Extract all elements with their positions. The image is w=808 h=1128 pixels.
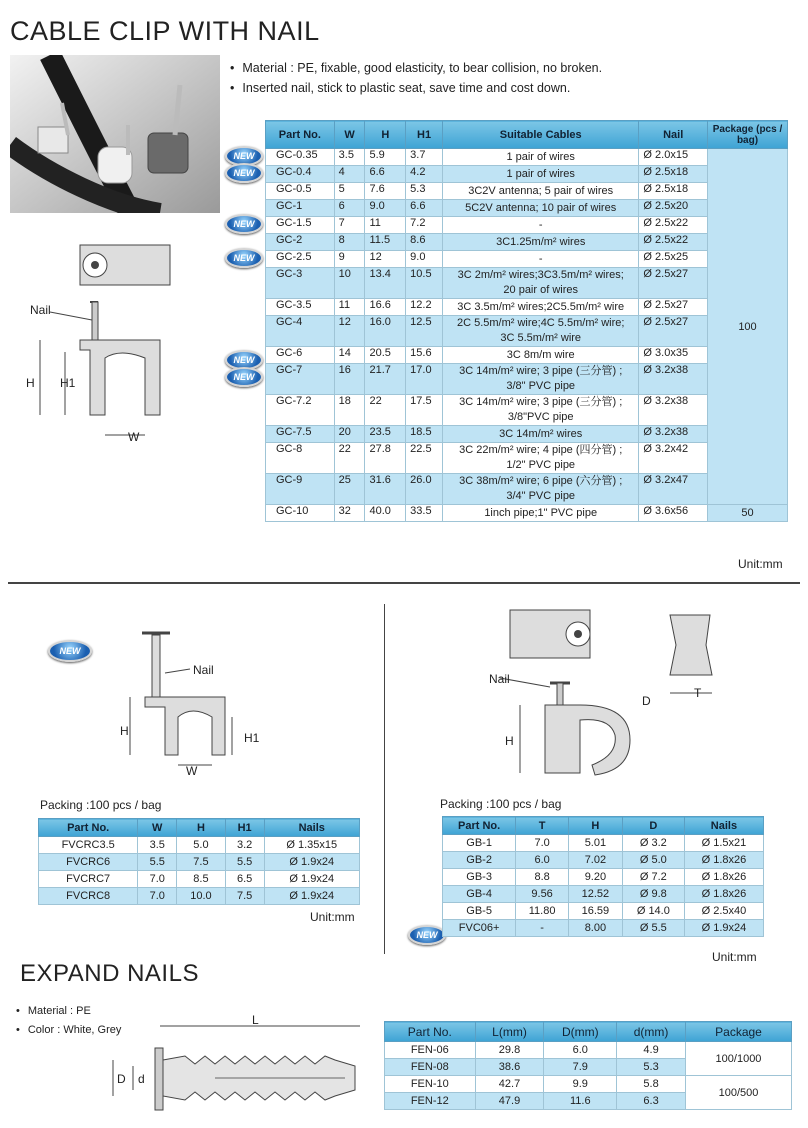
col-header: Package (pcs / bag): [708, 121, 788, 149]
cell: FVCRC6: [39, 854, 138, 871]
cell: Ø 2.0x15: [639, 149, 708, 166]
col-header: Nail: [639, 121, 708, 149]
cell: 8.5: [177, 871, 226, 888]
cable-text: 3C 5.5m/m² wire: [500, 332, 582, 344]
cable-text: 5C2V antenna; 10 pair of wires: [465, 201, 617, 214]
cell: 16.6: [365, 299, 406, 316]
cell: 27.8: [365, 443, 406, 474]
cell: 4.2: [406, 166, 443, 183]
cell: 12.5: [406, 316, 443, 347]
table-row: [39, 854, 360, 871]
cell: GC-1.5: [266, 217, 335, 234]
cell: 5.9: [365, 149, 406, 166]
cell: FEN-12: [385, 1093, 476, 1110]
cell: Ø 2.5x22: [639, 234, 708, 251]
cell: GB-3: [443, 869, 516, 886]
cell: 7.6: [365, 183, 406, 200]
new-badge: NEW: [225, 367, 263, 387]
cell: [442, 364, 638, 395]
col-header: W: [334, 121, 365, 149]
cell: [442, 149, 638, 166]
col-header: H: [177, 819, 226, 837]
gb-table: [442, 816, 764, 937]
cell: 10.0: [177, 888, 226, 905]
cell: 14: [334, 347, 365, 364]
cell: [442, 183, 638, 200]
label-nail: Nail: [489, 672, 510, 686]
table-row: [443, 920, 764, 937]
table-row: [266, 505, 788, 522]
cable-text: 3C2V antenna; 5 pair of wires: [468, 184, 614, 197]
cell: 22: [334, 443, 365, 474]
cell: 5.5: [225, 854, 264, 871]
label-D: D: [117, 1072, 126, 1086]
cell: 11: [334, 299, 365, 316]
cell: FVCRC3.5: [39, 837, 138, 854]
cell: FEN-10: [385, 1076, 476, 1093]
cell: 12: [365, 251, 406, 268]
cell: 12.2: [406, 299, 443, 316]
cell: 6.6: [406, 200, 443, 217]
cell: [442, 316, 638, 347]
cell: [442, 234, 638, 251]
cell: GC-0.5: [266, 183, 335, 200]
cable-text: 3C 14m/m² wire; 3 pipe (三分管) ;: [459, 365, 623, 377]
cell: GC-1: [266, 200, 335, 217]
expand-nail-diagram: [105, 1008, 370, 1118]
label-w: W: [186, 764, 198, 778]
col-header: Suitable Cables: [442, 121, 638, 149]
cell: 10.5: [406, 268, 443, 299]
cell: 25: [334, 474, 365, 505]
cell: Ø 3.0x35: [639, 347, 708, 364]
cell: [442, 299, 638, 316]
cell: Ø 5.5: [622, 920, 684, 937]
label-w: W: [128, 430, 140, 444]
cell: [442, 395, 638, 426]
cable-clip-features: [230, 58, 602, 98]
cell: [442, 347, 638, 364]
cell: 4: [334, 166, 365, 183]
col-header: Part No.: [443, 817, 516, 835]
cell: 20: [334, 426, 365, 443]
package-cell: 100/1000: [685, 1042, 791, 1076]
new-badge: NEW: [225, 214, 263, 234]
label-h: H: [26, 376, 35, 390]
cell: Ø 1.9x24: [684, 920, 763, 937]
cell: 7.5: [177, 854, 226, 871]
cable-text: 3C1.25m/m² wires: [496, 235, 586, 248]
cell: 15.6: [406, 347, 443, 364]
col-header: Package: [685, 1022, 791, 1042]
col-header: D(mm): [544, 1022, 617, 1042]
table-row: [443, 852, 764, 869]
cell: Ø 3.2x38: [639, 426, 708, 443]
cable-text: -: [538, 218, 543, 231]
cell: 18.5: [406, 426, 443, 443]
cell: GC-7: [266, 364, 335, 395]
table-row: [443, 869, 764, 886]
cell: 11.80: [516, 903, 569, 920]
cell: GC-3.5: [266, 299, 335, 316]
cell: Ø 5.0: [622, 852, 684, 869]
col-header: Nails: [684, 817, 763, 835]
cell: 13.4: [365, 268, 406, 299]
divider: [8, 582, 800, 584]
cell: Ø 14.0: [622, 903, 684, 920]
label-nail: Nail: [30, 303, 51, 317]
cell: [442, 268, 638, 299]
cell: 26.0: [406, 474, 443, 505]
packing-note: Packing :100 pcs / bag: [440, 797, 562, 811]
fvcrc-diagram: [120, 625, 260, 775]
cell: GC-0.35: [266, 149, 335, 166]
cell: Ø 2.5x20: [639, 200, 708, 217]
label-h: H: [505, 734, 514, 748]
cell: 16: [334, 364, 365, 395]
cell: 7.0: [138, 871, 177, 888]
cell: Ø 1.5x21: [684, 835, 763, 852]
cable-clip-diagram: [20, 240, 200, 460]
expand-nails-table: [384, 1021, 792, 1110]
unit-label: Unit:mm: [738, 557, 783, 571]
cell: GB-1: [443, 835, 516, 852]
table-row: [39, 837, 360, 854]
feature-item: • Inserted nail, stick to plastic seat, save time and cost down.: [230, 78, 602, 98]
cell: 32: [334, 505, 365, 522]
cell: 5.0: [177, 837, 226, 854]
cell: 5.5: [138, 854, 177, 871]
cell: 6.0: [516, 852, 569, 869]
cell: 47.9: [475, 1093, 544, 1110]
new-badge: NEW: [225, 146, 263, 166]
cell: 40.0: [365, 505, 406, 522]
cell: GC-3: [266, 268, 335, 299]
cell: 9.9: [544, 1076, 617, 1093]
label-nail: Nail: [193, 663, 214, 677]
cell: 11.6: [544, 1093, 617, 1110]
cell: 17.5: [406, 395, 443, 426]
cell: 7.02: [568, 852, 622, 869]
new-badge: NEW: [225, 350, 263, 370]
cell: Ø 2.5x27: [639, 299, 708, 316]
new-badge: NEW: [408, 925, 446, 945]
new-badge: NEW: [225, 163, 263, 183]
cell: [442, 505, 638, 522]
cell: 9.0: [406, 251, 443, 268]
col-header: T: [516, 817, 569, 835]
expand-nails-title: EXPAND NAILS: [20, 960, 199, 987]
cell: 33.5: [406, 505, 443, 522]
cell: 6.3: [617, 1093, 686, 1110]
cell: 22: [365, 395, 406, 426]
cell: [442, 217, 638, 234]
cell: 5: [334, 183, 365, 200]
cell: GC-8: [266, 443, 335, 474]
cell: FVC06+: [443, 920, 516, 937]
package-cell: 100/500: [685, 1076, 791, 1110]
cell: 8.6: [406, 234, 443, 251]
cell: 42.7: [475, 1076, 544, 1093]
cell: 9: [334, 251, 365, 268]
cable-text: 3C 38m/m² wire; 6 pipe (六分管) ;: [459, 475, 623, 487]
cell: Ø 3.6x56: [639, 505, 708, 522]
cell: 5.01: [568, 835, 622, 852]
cell: 5.8: [617, 1076, 686, 1093]
table-row: [385, 1076, 792, 1093]
cell: 12.52: [568, 886, 622, 903]
feature-item: • Material : PE, fixable, good elasticity, to bear collision, no broken.: [230, 58, 602, 78]
cell: 38.6: [475, 1059, 544, 1076]
col-header: Nails: [264, 819, 360, 837]
cell: 7.0: [138, 888, 177, 905]
cell: 7: [334, 217, 365, 234]
cell: 9.20: [568, 869, 622, 886]
cable-text: 3/8"PVC pipe: [507, 411, 574, 423]
cell: [442, 166, 638, 183]
cable-text: -: [538, 252, 543, 265]
cell: 29.8: [475, 1042, 544, 1059]
cable-clip-table: [265, 120, 788, 522]
cell: 3.2: [225, 837, 264, 854]
cell: [442, 426, 638, 443]
table-row: [443, 903, 764, 920]
cable-text: 20 pair of wires: [503, 284, 578, 296]
cell: [442, 251, 638, 268]
cell: Ø 1.9x24: [264, 854, 360, 871]
table-row: [39, 888, 360, 905]
table-row: [385, 1042, 792, 1059]
cell: 18: [334, 395, 365, 426]
unit-label: Unit:mm: [310, 910, 355, 924]
cell: Ø 2.5x27: [639, 268, 708, 299]
cell: [442, 443, 638, 474]
cell: Ø 7.2: [622, 869, 684, 886]
cell: GB-4: [443, 886, 516, 903]
feature-item: • Material : PE: [16, 1002, 121, 1021]
cable-text: 1/2" PVC pipe: [506, 459, 576, 471]
cable-text: 1 pair of wires: [506, 167, 575, 180]
col-header: L(mm): [475, 1022, 544, 1042]
cell: Ø 1.9x24: [264, 888, 360, 905]
table-row: [39, 871, 360, 888]
cell: Ø 1.8x26: [684, 886, 763, 903]
col-header: H1: [406, 121, 443, 149]
cable-text: 1 pair of wires: [506, 150, 575, 163]
new-badge: NEW: [225, 248, 263, 268]
cable-text: 3/8" PVC pipe: [506, 380, 576, 392]
cell: 23.5: [365, 426, 406, 443]
col-header: H: [568, 817, 622, 835]
cell: 8.8: [516, 869, 569, 886]
cell: Ø 1.9x24: [264, 871, 360, 888]
cell: GC-0.4: [266, 166, 335, 183]
cell: GC-7.5: [266, 426, 335, 443]
vertical-divider: [384, 604, 385, 954]
label-d: D: [642, 694, 651, 708]
col-header: d(mm): [617, 1022, 686, 1042]
cell: 10: [334, 268, 365, 299]
cable-text: 3C 22m/m² wire; 4 pipe (四分管) ;: [459, 444, 623, 456]
table-row: [443, 886, 764, 903]
cell: Ø 2.5x25: [639, 251, 708, 268]
cell: 9.56: [516, 886, 569, 903]
label-l: L: [252, 1013, 259, 1027]
cable-text: 3/4" PVC pipe: [506, 490, 576, 502]
cell: 8: [334, 234, 365, 251]
cell: 7.5: [225, 888, 264, 905]
cell: GC-9: [266, 474, 335, 505]
cable-text: 3C 8m/m wire: [506, 348, 575, 361]
package-cell: 50: [708, 505, 788, 522]
cable-text: 3C 2m/m² wires;3C3.5m/m² wires;: [457, 269, 624, 281]
cell: Ø 1.8x26: [684, 869, 763, 886]
cell: 9.0: [365, 200, 406, 217]
cable-text: 2C 5.5m/m² wire;4C 5.5m/m² wire;: [456, 317, 625, 329]
cell: Ø 2.5x18: [639, 166, 708, 183]
cell: 3.7: [406, 149, 443, 166]
cell: GC-2: [266, 234, 335, 251]
col-header: D: [622, 817, 684, 835]
label-t: T: [694, 686, 702, 700]
col-header: H1: [225, 819, 264, 837]
cell: 16.0: [365, 316, 406, 347]
unit-label: Unit:mm: [712, 950, 757, 964]
cell: 7.9: [544, 1059, 617, 1076]
cell: 3.5: [334, 149, 365, 166]
cell: 16.59: [568, 903, 622, 920]
cell: 8.00: [568, 920, 622, 937]
cell: 3.5: [138, 837, 177, 854]
cell: 5.3: [406, 183, 443, 200]
cell: 31.6: [365, 474, 406, 505]
cell: 21.7: [365, 364, 406, 395]
cell: 7.0: [516, 835, 569, 852]
cell: GC-7.2: [266, 395, 335, 426]
cell: FEN-08: [385, 1059, 476, 1076]
table-row: [443, 835, 764, 852]
cell: Ø 2.5x18: [639, 183, 708, 200]
cell: GC-2.5: [266, 251, 335, 268]
label-d: d: [138, 1072, 145, 1086]
cell: 4.9: [617, 1042, 686, 1059]
cell: GC-4: [266, 316, 335, 347]
cell: -: [516, 920, 569, 937]
cable-clip-photo: [10, 55, 220, 213]
cell: Ø 3.2: [622, 835, 684, 852]
cell: Ø 2.5x27: [639, 316, 708, 347]
cell: GB-5: [443, 903, 516, 920]
cell: 6.6: [365, 166, 406, 183]
cell: 7.2: [406, 217, 443, 234]
cable-clip-title: CABLE CLIP WITH NAIL: [10, 16, 320, 46]
col-header: Part No.: [39, 819, 138, 837]
cell: Ø 2.5x22: [639, 217, 708, 234]
cell: Ø 2.5x40: [684, 903, 763, 920]
cell: 6.0: [544, 1042, 617, 1059]
col-header: H: [365, 121, 406, 149]
new-badge: NEW: [48, 640, 92, 662]
package-cell: 100: [708, 149, 788, 505]
cell: FEN-06: [385, 1042, 476, 1059]
cell: 11.5: [365, 234, 406, 251]
cell: 6: [334, 200, 365, 217]
cell: 11: [365, 217, 406, 234]
cable-text: 3C 14m/m² wire; 3 pipe (三分管) ;: [459, 396, 623, 408]
label-h1: H1: [244, 731, 260, 745]
col-header: Part No.: [266, 121, 335, 149]
table-row: [266, 149, 788, 166]
cell: Ø 3.2x42: [639, 443, 708, 474]
label-h1: H1: [60, 376, 76, 390]
col-header: W: [138, 819, 177, 837]
col-header: Part No.: [385, 1022, 476, 1042]
cell: Ø 3.2x38: [639, 395, 708, 426]
cell: 5.3: [617, 1059, 686, 1076]
cable-text: 3C 14m/m² wires: [499, 427, 583, 440]
cell: GC-10: [266, 505, 335, 522]
cell: GC-6: [266, 347, 335, 364]
cell: GB-2: [443, 852, 516, 869]
cell: 22.5: [406, 443, 443, 474]
label-h: H: [120, 724, 129, 738]
fvcrc-table: [38, 818, 360, 905]
cell: FVCRC7: [39, 871, 138, 888]
cell: [442, 474, 638, 505]
cell: 17.0: [406, 364, 443, 395]
cell: 20.5: [365, 347, 406, 364]
cell: Ø 1.8x26: [684, 852, 763, 869]
cable-text: 3C 3.5m/m² wires;2C5.5m/m² wire: [457, 300, 625, 313]
packing-note: Packing :100 pcs / bag: [40, 798, 162, 812]
cell: 12: [334, 316, 365, 347]
cell: [442, 200, 638, 217]
cable-text: 1inch pipe;1" PVC pipe: [484, 506, 598, 519]
cell: Ø 3.2x47: [639, 474, 708, 505]
feature-item: • Color : White, Grey: [16, 1021, 121, 1040]
cell: FVCRC8: [39, 888, 138, 905]
cell: Ø 3.2x38: [639, 364, 708, 395]
cell: Ø 1.35x15: [264, 837, 360, 854]
cell: Ø 9.8: [622, 886, 684, 903]
cell: 6.5: [225, 871, 264, 888]
